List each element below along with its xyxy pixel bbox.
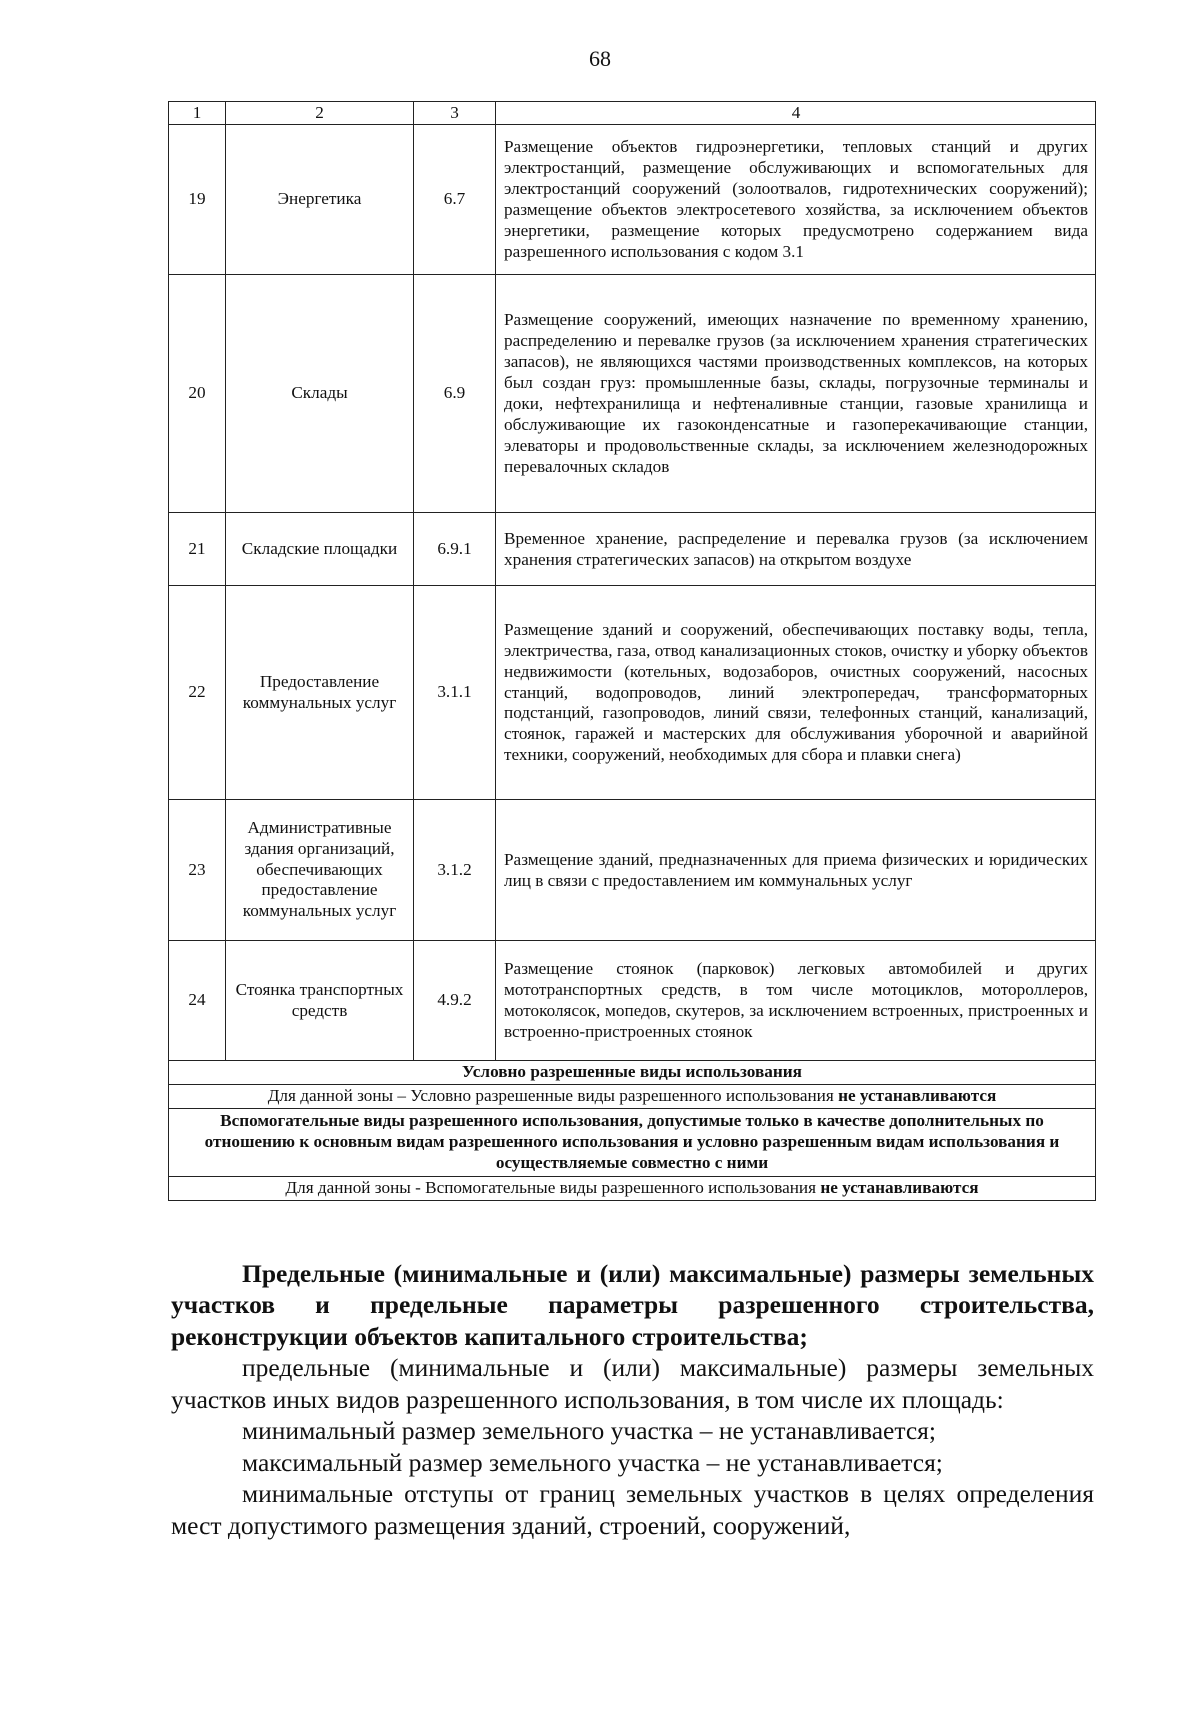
use-type-code: 6.7 [414,125,496,275]
use-type-code: 6.9 [414,275,496,513]
use-type-description: Размещение сооружений, имеющих назначение по временному хранению, распределению и перевалке грузов (за исключением хранения стратегических запасов), не являющихся частями производственных комплексов, на которых был создан груз: промышленные базы, склады, погрузочные терминалы и доки, нефтехранилища и нефтеналивные станции, газовые хранилища и обслуживающие их газоконденсатные и газоперекачивающие станции, элеваторы и продовольственные склады, за исключением железнодорожных перевалочных складов [496,275,1096,513]
row-number: 24 [169,941,226,1061]
row-number: 23 [169,800,226,941]
paragraph: минимальные отступы от границ земельных участков в целях определения мест допустимого размещения зданий, строений, сооружений, [171,1479,1094,1540]
use-type-description: Временное хранение, распределение и перевалка грузов (за исключением хранения стратегических запасов) на открытом воздухе [496,513,1096,586]
table-row [169,586,1096,800]
table-row [169,125,1096,275]
use-type-code: 4.9.2 [414,941,496,1061]
row-number: 21 [169,513,226,586]
auxiliary-uses-title-row [169,1108,1096,1176]
table-row [169,513,1096,586]
paragraph: минимальный размер земельного участка – не устанавливается; [242,1416,936,1446]
conditional-uses-note [169,1084,1096,1108]
table-row [169,800,1096,941]
header-col-3: 3 [414,102,496,125]
auxiliary-uses-note [169,1176,1096,1200]
use-type-name: Административные здания организаций, обеспечивающих предоставление коммунальных услуг [226,800,414,941]
use-type-name: Предоставление коммунальных услуг [226,586,414,800]
use-type-name: Складские площадки [226,513,414,586]
section-heading: Предельные (минимальные и (или) максимальные) размеры земельных участков и предельные параметры разрешенного строительства, реконструкции объектов капитального строительства; [171,1259,1094,1351]
row-number: 22 [169,586,226,800]
paragraph: предельные (минимальные и (или) максимальные) размеры земельных участков иных видов разрешенного использования, в том числе их площадь: [171,1353,1094,1414]
conditional-uses-title-row [169,1061,1096,1085]
header-col-1: 1 [169,102,226,125]
header-col-4: 4 [496,102,1096,125]
permitted-use-table [168,101,1096,1201]
use-type-description: Размещение объектов гидроэнергетики, тепловых станций и других электростанций, размещение обслуживающих и вспомогательных для электростанций сооружений (золоотвалов, гидротехнических сооружений); размещение объектов электросетевого хозяйства, за исключением объектов энергетики, размещение которых предусмотрено содержанием вида разрешенного использования с кодом 3.1 [496,125,1096,275]
conditional-uses-note-row [169,1084,1096,1108]
use-type-code: 6.9.1 [414,513,496,586]
auxiliary-note-bold: не устанавливаются [820,1177,979,1197]
conditional-note-text: Для данной зоны – Условно разрешенные виды разрешенного использования [267,1085,839,1105]
page-number: 68 [589,46,611,71]
auxiliary-uses-note-row [169,1176,1096,1200]
auxiliary-note-text: Для данной зоны - Вспомогательные виды разрешенного использования [285,1177,821,1197]
auxiliary-uses-title: Вспомогательные виды разрешенного использования, допустимые только в качестве дополнительных по отношению к основным видам разрешенного использования и условно разрешенным видам использования и осуществляемые совместно с ними [169,1108,1096,1176]
row-number: 20 [169,275,226,513]
conditional-uses-title: Условно разрешенные виды использования [169,1061,1096,1085]
use-type-description: Размещение зданий и сооружений, обеспечивающих поставку воды, тепла, электричества, газа, отвод канализационных стоков, очистку и уборку объектов недвижимости (котельных, водозаборов, очистных сооружений, насосных станций, водопроводов, линий электропередач, трансформаторных подстанций, газопроводов, линий связи, телефонных станций, канализаций, стоянок, гаражей и мастерских для обслуживания уборочной и аварийной техники, сооружений, необходимых для сбора и плавки снега) [496,586,1096,800]
use-type-code: 3.1.2 [414,800,496,941]
use-type-name: Стоянка транспортных средств [226,941,414,1061]
conditional-note-bold: не устанавливаются [838,1085,997,1105]
use-type-description: Размещение зданий, предназначенных для приема физических и юридических лиц в связи с предоставлением им коммунальных услуг [496,800,1096,941]
body-text [171,1258,1094,1541]
header-col-2: 2 [226,102,414,125]
use-type-name: Энергетика [226,125,414,275]
use-type-name: Склады [226,275,414,513]
table-row [169,275,1096,513]
paragraph: максимальный размер земельного участка – не устанавливается; [242,1447,943,1477]
use-type-code: 3.1.1 [414,586,496,800]
use-type-description: Размещение стоянок (парковок) легковых автомобилей и других мототранспортных средств, в том числе мотоциклов, мотороллеров, мотоколясок, мопедов, скутеров, за исключением встроенных, пристроенных и встроенно-пристроенных стоянок [496,941,1096,1061]
table-row [169,941,1096,1061]
row-number: 19 [169,125,226,275]
table-header-row [169,102,1096,125]
